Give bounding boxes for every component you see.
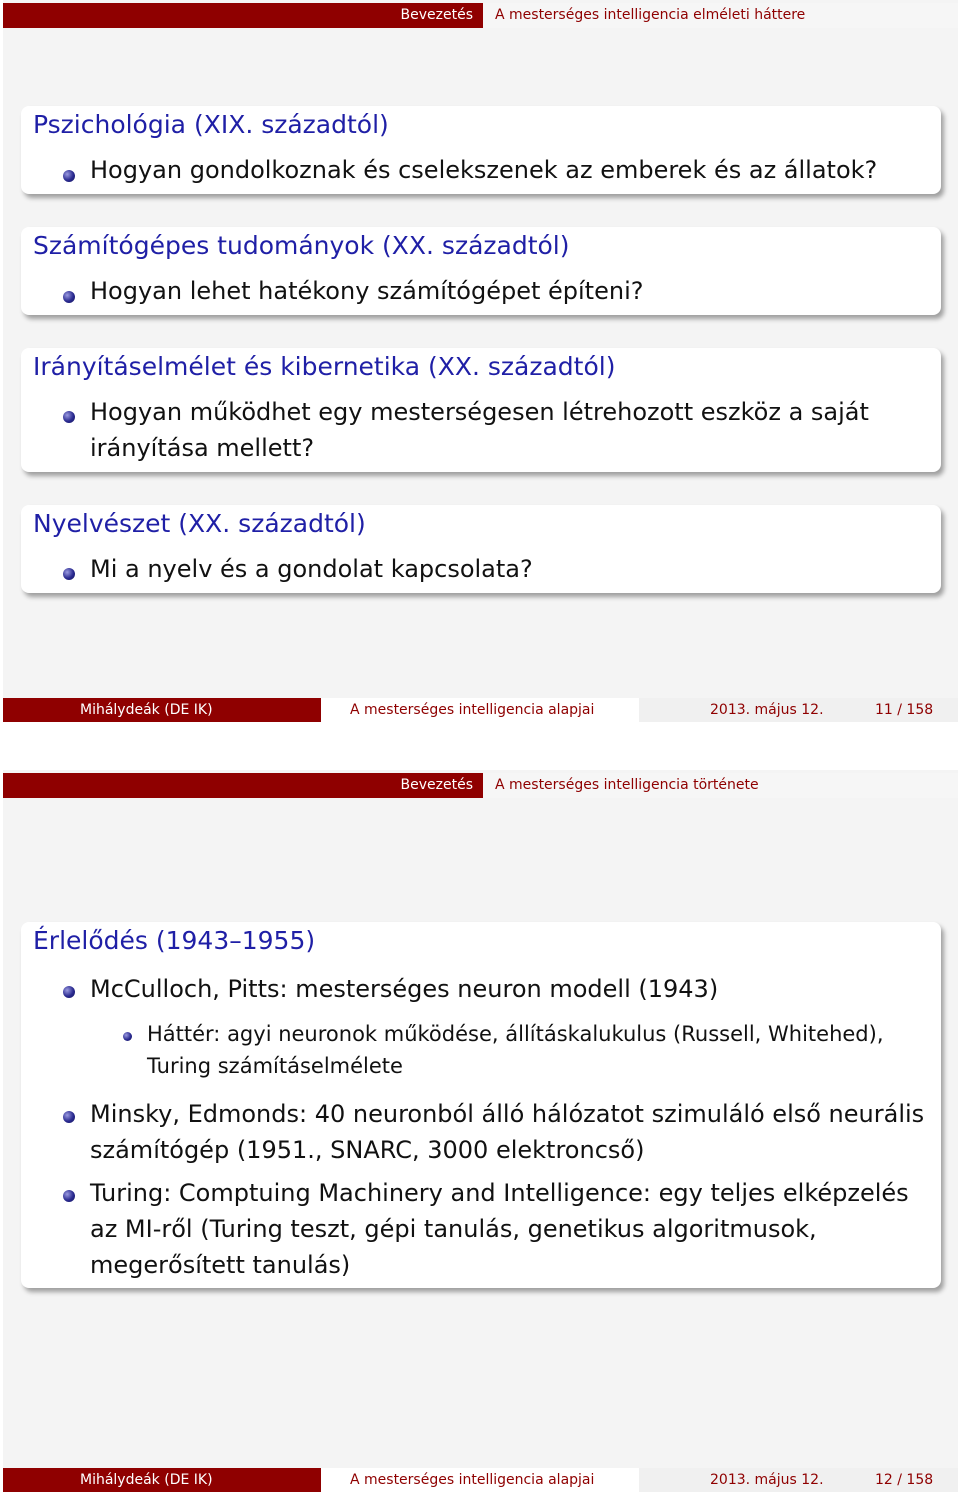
footer-date: 2013. május 12. — [710, 702, 824, 718]
slide-footer — [3, 1468, 958, 1492]
header-section[interactable]: Bevezetés — [3, 773, 483, 798]
block-title: Pszichológia (XIX. századtól) — [33, 110, 389, 139]
footer-author: Mihálydeák (DE IK) — [80, 702, 213, 718]
bullet-icon — [63, 411, 75, 423]
block-title: Számítógépes tudományok (XX. századtól) — [33, 231, 570, 260]
footer-course-cell — [321, 698, 639, 722]
sub-bullet-icon — [123, 1032, 132, 1041]
block-psychology — [21, 106, 941, 194]
slide-header — [3, 773, 958, 798]
block-title: Nyelvészet (XX. századtól) — [33, 509, 366, 538]
block-item: Hogyan gondolkoznak és cselekszenek az emberek és az állatok? — [90, 156, 878, 184]
block-title: Irányításelmélet és kibernetika (XX. századtól) — [33, 352, 616, 381]
bullet-icon — [63, 986, 75, 998]
footer-page: 12 / 158 — [875, 1472, 934, 1488]
bullet-icon — [63, 291, 75, 303]
slide-11 — [3, 0, 958, 722]
bullet-icon — [63, 568, 75, 580]
footer-date-cell — [639, 1468, 958, 1492]
slide-header — [3, 3, 958, 28]
slide-footer — [3, 698, 958, 722]
header-section[interactable]: Bevezetés — [3, 3, 483, 28]
bullet-icon — [63, 1190, 75, 1202]
block-item: McCulloch, Pitts: mesterséges neuron modell (1943) — [90, 975, 719, 1003]
block-item: Mi a nyelv és a gondolat kapcsolata? — [90, 555, 533, 583]
block-item: Hogyan működhet egy mesterségesen létrehozott eszköz a saját irányítása mellett? — [90, 398, 869, 462]
footer-author-cell — [3, 698, 321, 722]
block-computer-science — [21, 227, 941, 315]
block-subitem: Háttér: agyi neuronok működése, állításkalukulus (Russell, Whitehed), Turing számításelmélete — [147, 1022, 884, 1078]
footer-date: 2013. május 12. — [710, 1472, 824, 1488]
block-linguistics — [21, 505, 941, 593]
header-subsection[interactable]: A mesterséges intelligencia elméleti háttere — [495, 7, 806, 23]
block-item: Turing: Comptuing Machinery and Intelligence: egy teljes elképzelés az MI-ről (Turing teszt, gépi tanulás, genetikus algoritmusok, megerősített tanulás) — [90, 1179, 909, 1279]
block-item: Hogyan lehet hatékony számítógépet építeni? — [90, 277, 644, 305]
block-title: Érlelődés (1943–1955) — [33, 926, 316, 955]
footer-course: A mesterséges intelligencia alapjai — [350, 1472, 595, 1488]
footer-date-cell — [639, 698, 958, 722]
block-maturation — [21, 922, 941, 1288]
block-cybernetics — [21, 348, 941, 472]
slide-12 — [3, 770, 958, 1492]
bullet-icon — [63, 170, 75, 182]
footer-author: Mihálydeák (DE IK) — [80, 1472, 213, 1488]
footer-author-cell — [3, 1468, 321, 1492]
footer-page: 11 / 158 — [875, 702, 934, 718]
header-subsection[interactable]: A mesterséges intelligencia története — [495, 777, 759, 793]
footer-course-cell — [321, 1468, 639, 1492]
footer-course: A mesterséges intelligencia alapjai — [350, 702, 595, 718]
bullet-icon — [63, 1111, 75, 1123]
block-item: Minsky, Edmonds: 40 neuronból álló hálózatot szimuláló első neurális számítógép (1951., SNARC, 3000 elektroncső) — [90, 1100, 925, 1164]
